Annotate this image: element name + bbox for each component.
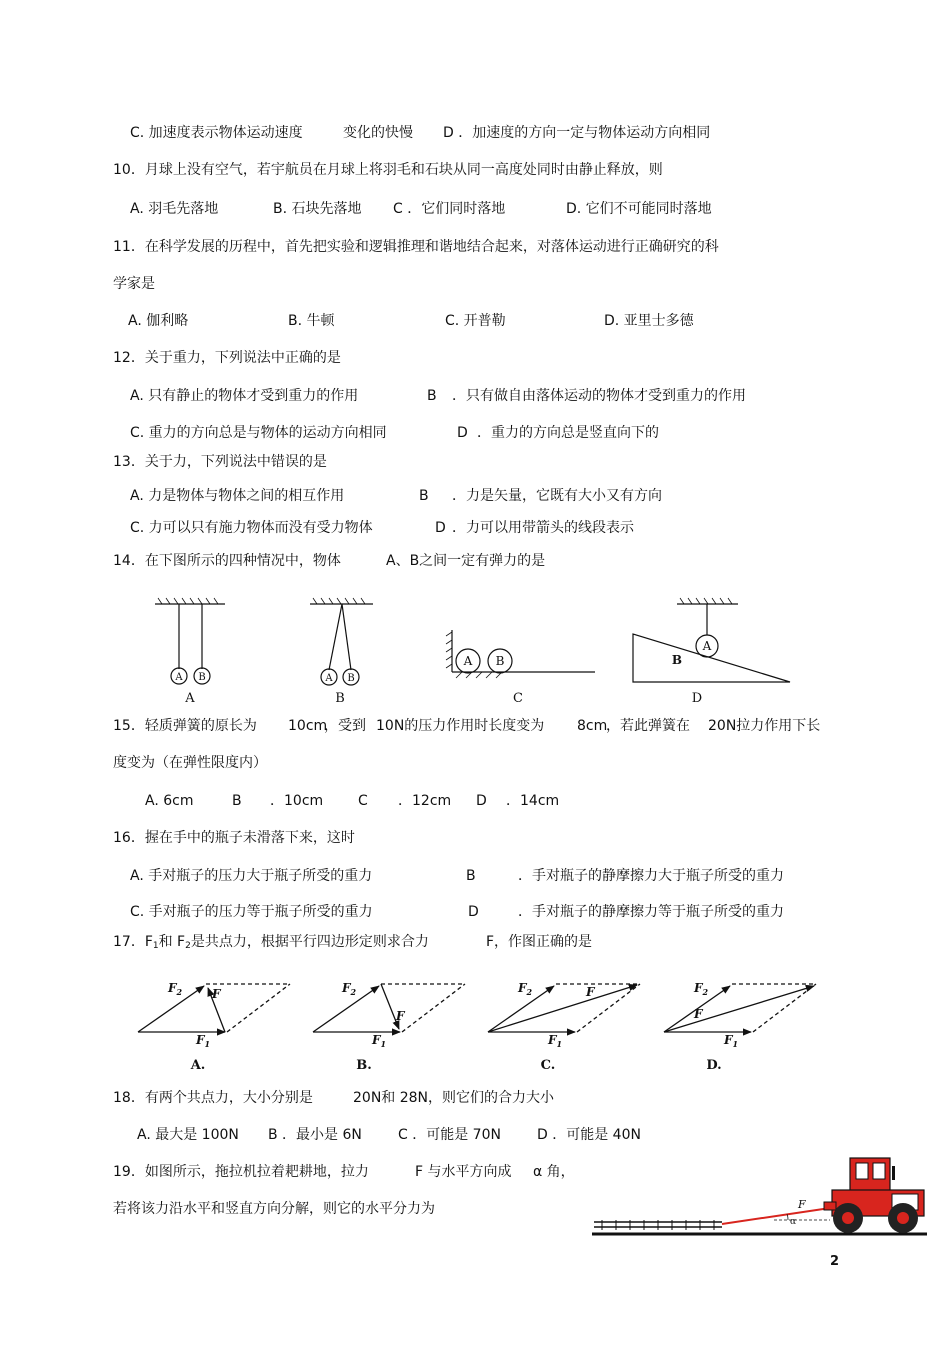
q16-option-b: ．手对瓶子的静摩擦力大于瓶子所受的重力 — [518, 868, 784, 884]
q10-option-d: D. 它们不可能同时落地 — [566, 201, 712, 217]
q12-option-a: A. 只有静止的物体才受到重力的作用 — [130, 388, 359, 404]
q19-tractor-figure — [592, 1150, 932, 1240]
q16-option-d: ．手对瓶子的静摩擦力等于瓶子所受的重力 — [518, 904, 784, 920]
q9-option-d: D ．加速度的方向一定与物体运动方向相同 — [443, 125, 711, 141]
q16-stem: 16．握在手中的瓶子未滑落下来，这时 — [113, 830, 355, 846]
q13-option-b: ．力是矢量，它既有大小又有方向 — [452, 488, 662, 504]
q17-a-f1-label: $F_1$ — [196, 1033, 211, 1049]
q10-option-c: C ．它们同时落地 — [393, 201, 506, 217]
q14-figure — [140, 590, 810, 710]
q10-option-a: A. 羽毛先落地 — [130, 201, 219, 217]
q15-option-b: ．10cm — [270, 793, 324, 809]
q19-alpha-label: α — [790, 1217, 797, 1227]
q11-option-d: D. 亚里士多德 — [604, 313, 694, 329]
q19-stem-3: α 角， — [533, 1164, 575, 1180]
q9-option-c: C. 加速度表示物体运动速度 — [130, 125, 303, 141]
q15-stem-5: 8cm — [577, 718, 608, 734]
q17-figure — [120, 972, 840, 1076]
q19-stem: 19．如图所示，拖拉机拉着耙耕地，拉力 — [113, 1164, 369, 1180]
q12-option-b: ．只有做自由落体运动的物体才受到重力的作用 — [452, 388, 746, 404]
q11-stem: 11．在科学发展的历程中，首先把实验和逻辑推理和谐地结合起来，对落体运动进行正确研究的科 — [113, 239, 719, 255]
q15-option-c: ．12cm — [398, 793, 452, 809]
q15-stem-7: 20N拉力作用下长 — [708, 718, 821, 734]
q14-b-label-a: A — [325, 673, 333, 684]
q17-b-f2-label: $F_2$ — [342, 981, 357, 997]
q11-option-a: A. 伽利略 — [128, 313, 189, 329]
q17-caption-a: A. — [190, 1058, 206, 1073]
q18-stem: 18．有两个共点力，大小分别是 — [113, 1090, 313, 1106]
q15-stem-4: 10N的压力作用时长度变为 — [376, 718, 545, 734]
q18-stem-cont: 20N和 28N，则它们的合力大小 — [353, 1090, 555, 1106]
q11-stem-cont: 学家是 — [113, 276, 155, 292]
q19-stem-cont: 若将该力沿水平和竖直方向分解，则它的水平分力为 — [113, 1201, 435, 1217]
q17-sub1: 1 — [152, 941, 159, 951]
q17-stem-cont: F，作图正确的是 — [486, 934, 593, 950]
q14-d-label-b: B — [671, 653, 683, 667]
q17-d-f-label: F — [694, 1007, 703, 1021]
q12-option-d: ．重力的方向总是竖直向下的 — [477, 425, 659, 441]
q18-option-d: D ．可能是 40N — [537, 1127, 641, 1143]
q12-option-b-label: B — [427, 388, 437, 404]
q14-stem: 14．在下图所示的四种情况中，物体 — [113, 553, 341, 569]
q10-stem: 10．月球上没有空气，若宇航员在月球上将羽毛和石块从同一高度处同时由静止释放，则 — [113, 162, 663, 178]
q15-stem-3: ，受到 — [324, 718, 366, 734]
q9-option-c-cont: 变化的快慢 — [343, 125, 413, 141]
q15-option-a: A. 6cm — [145, 793, 194, 809]
q17-sub2: 2 — [185, 941, 191, 951]
q14-d-wedge — [633, 634, 790, 682]
q13-option-d: ．力可以用带箭头的线段表示 — [452, 520, 634, 536]
page-number: 2 — [830, 1254, 840, 1269]
q15-stem-2: 10cm — [288, 718, 328, 734]
q13-option-a: A. 力是物体与物体之间的相互作用 — [130, 488, 345, 504]
q19-force-label: F — [798, 1198, 806, 1211]
q17-a-f2-label: $F_2$ — [168, 981, 183, 997]
q14-a-label-a: A — [175, 672, 183, 683]
pull-rope — [722, 1208, 830, 1224]
q17-caption-c: C. — [540, 1058, 556, 1073]
q17-d-f1-label: $F_1$ — [724, 1033, 739, 1049]
q14-c-label-a: A — [463, 654, 473, 668]
q17-b-f-label: F — [396, 1009, 405, 1023]
q17-stem-part3: 是共点力，根据平行四边形定则求合力 — [190, 934, 429, 950]
q15-option-d-label: D — [476, 793, 487, 809]
q16-option-c: C. 手对瓶子的压力等于瓶子所受的重力 — [130, 904, 373, 920]
q14-d-label-a: A — [702, 639, 712, 653]
q14-b-label-b: B — [347, 673, 355, 684]
q14-caption-b: B — [335, 691, 345, 706]
tractor — [824, 1158, 924, 1233]
q17-c-f2-label: $F_2$ — [518, 981, 533, 997]
q15-stem-cont: 度变为（在弹性限度内） — [113, 755, 267, 771]
q11-option-c: C. 开普勒 — [445, 313, 506, 329]
harrow — [594, 1220, 722, 1230]
q17-stem — [113, 933, 429, 955]
q19-stem-2: F 与水平方向成 — [415, 1164, 512, 1180]
q13-option-d-label: D — [435, 520, 446, 536]
q15-option-d: ．14cm — [506, 793, 560, 809]
q12-option-c: C. 重力的方向总是与物体的运动方向相同 — [130, 425, 387, 441]
q14-stem-cont: A、B之间一定有弹力的是 — [386, 553, 546, 569]
q17-stem-part1: 17．F — [113, 934, 153, 950]
q13-option-c: C. 力可以只有施力物体而没有受力物体 — [130, 520, 373, 536]
q10-option-b: B. 石块先落地 — [273, 201, 362, 217]
q17-d-f2-label: $F_2$ — [694, 981, 709, 997]
q15-stem-6: ，若此弹簧在 — [606, 718, 690, 734]
q13-stem: 13．关于力，下列说法中错误的是 — [113, 454, 327, 470]
q14-a-label-b: B — [198, 672, 206, 683]
q15-option-b-label: B — [232, 793, 242, 809]
q14-c-label-b: B — [495, 654, 505, 668]
q17-b-f1-label: $F_1$ — [372, 1033, 387, 1049]
q17-a-f-label: F — [212, 987, 221, 1001]
q15-stem-1: 15．轻质弹簧的原长为 — [113, 718, 257, 734]
q18-option-c: C ．可能是 70N — [398, 1127, 501, 1143]
q16-option-d-label: D — [468, 904, 479, 920]
q18-option-b: B ．最小是 6N — [268, 1127, 362, 1143]
q17-c-f-label: F — [586, 985, 595, 999]
q12-stem: 12．关于重力，下列说法中正确的是 — [113, 350, 341, 366]
q16-option-b-label: B — [466, 868, 476, 884]
q13-option-b-label: B — [419, 488, 429, 504]
q14-caption-a: A — [185, 691, 195, 706]
q15-option-c-label: C — [358, 793, 368, 809]
q17-c-f1-label: $F_1$ — [548, 1033, 563, 1049]
q14-caption-d: D — [691, 691, 703, 706]
q11-option-b: B. 牛顿 — [288, 313, 335, 329]
q14-caption-c: C — [513, 691, 523, 706]
q16-option-a: A. 手对瓶子的压力大于瓶子所受的重力 — [130, 868, 373, 884]
q12-option-d-label: D — [457, 425, 468, 441]
q17-caption-b: B. — [356, 1058, 372, 1073]
q18-option-a: A. 最大是 100N — [137, 1127, 239, 1143]
q17-stem-part2: 和 F — [158, 934, 186, 950]
q17-caption-d: D. — [706, 1058, 722, 1073]
